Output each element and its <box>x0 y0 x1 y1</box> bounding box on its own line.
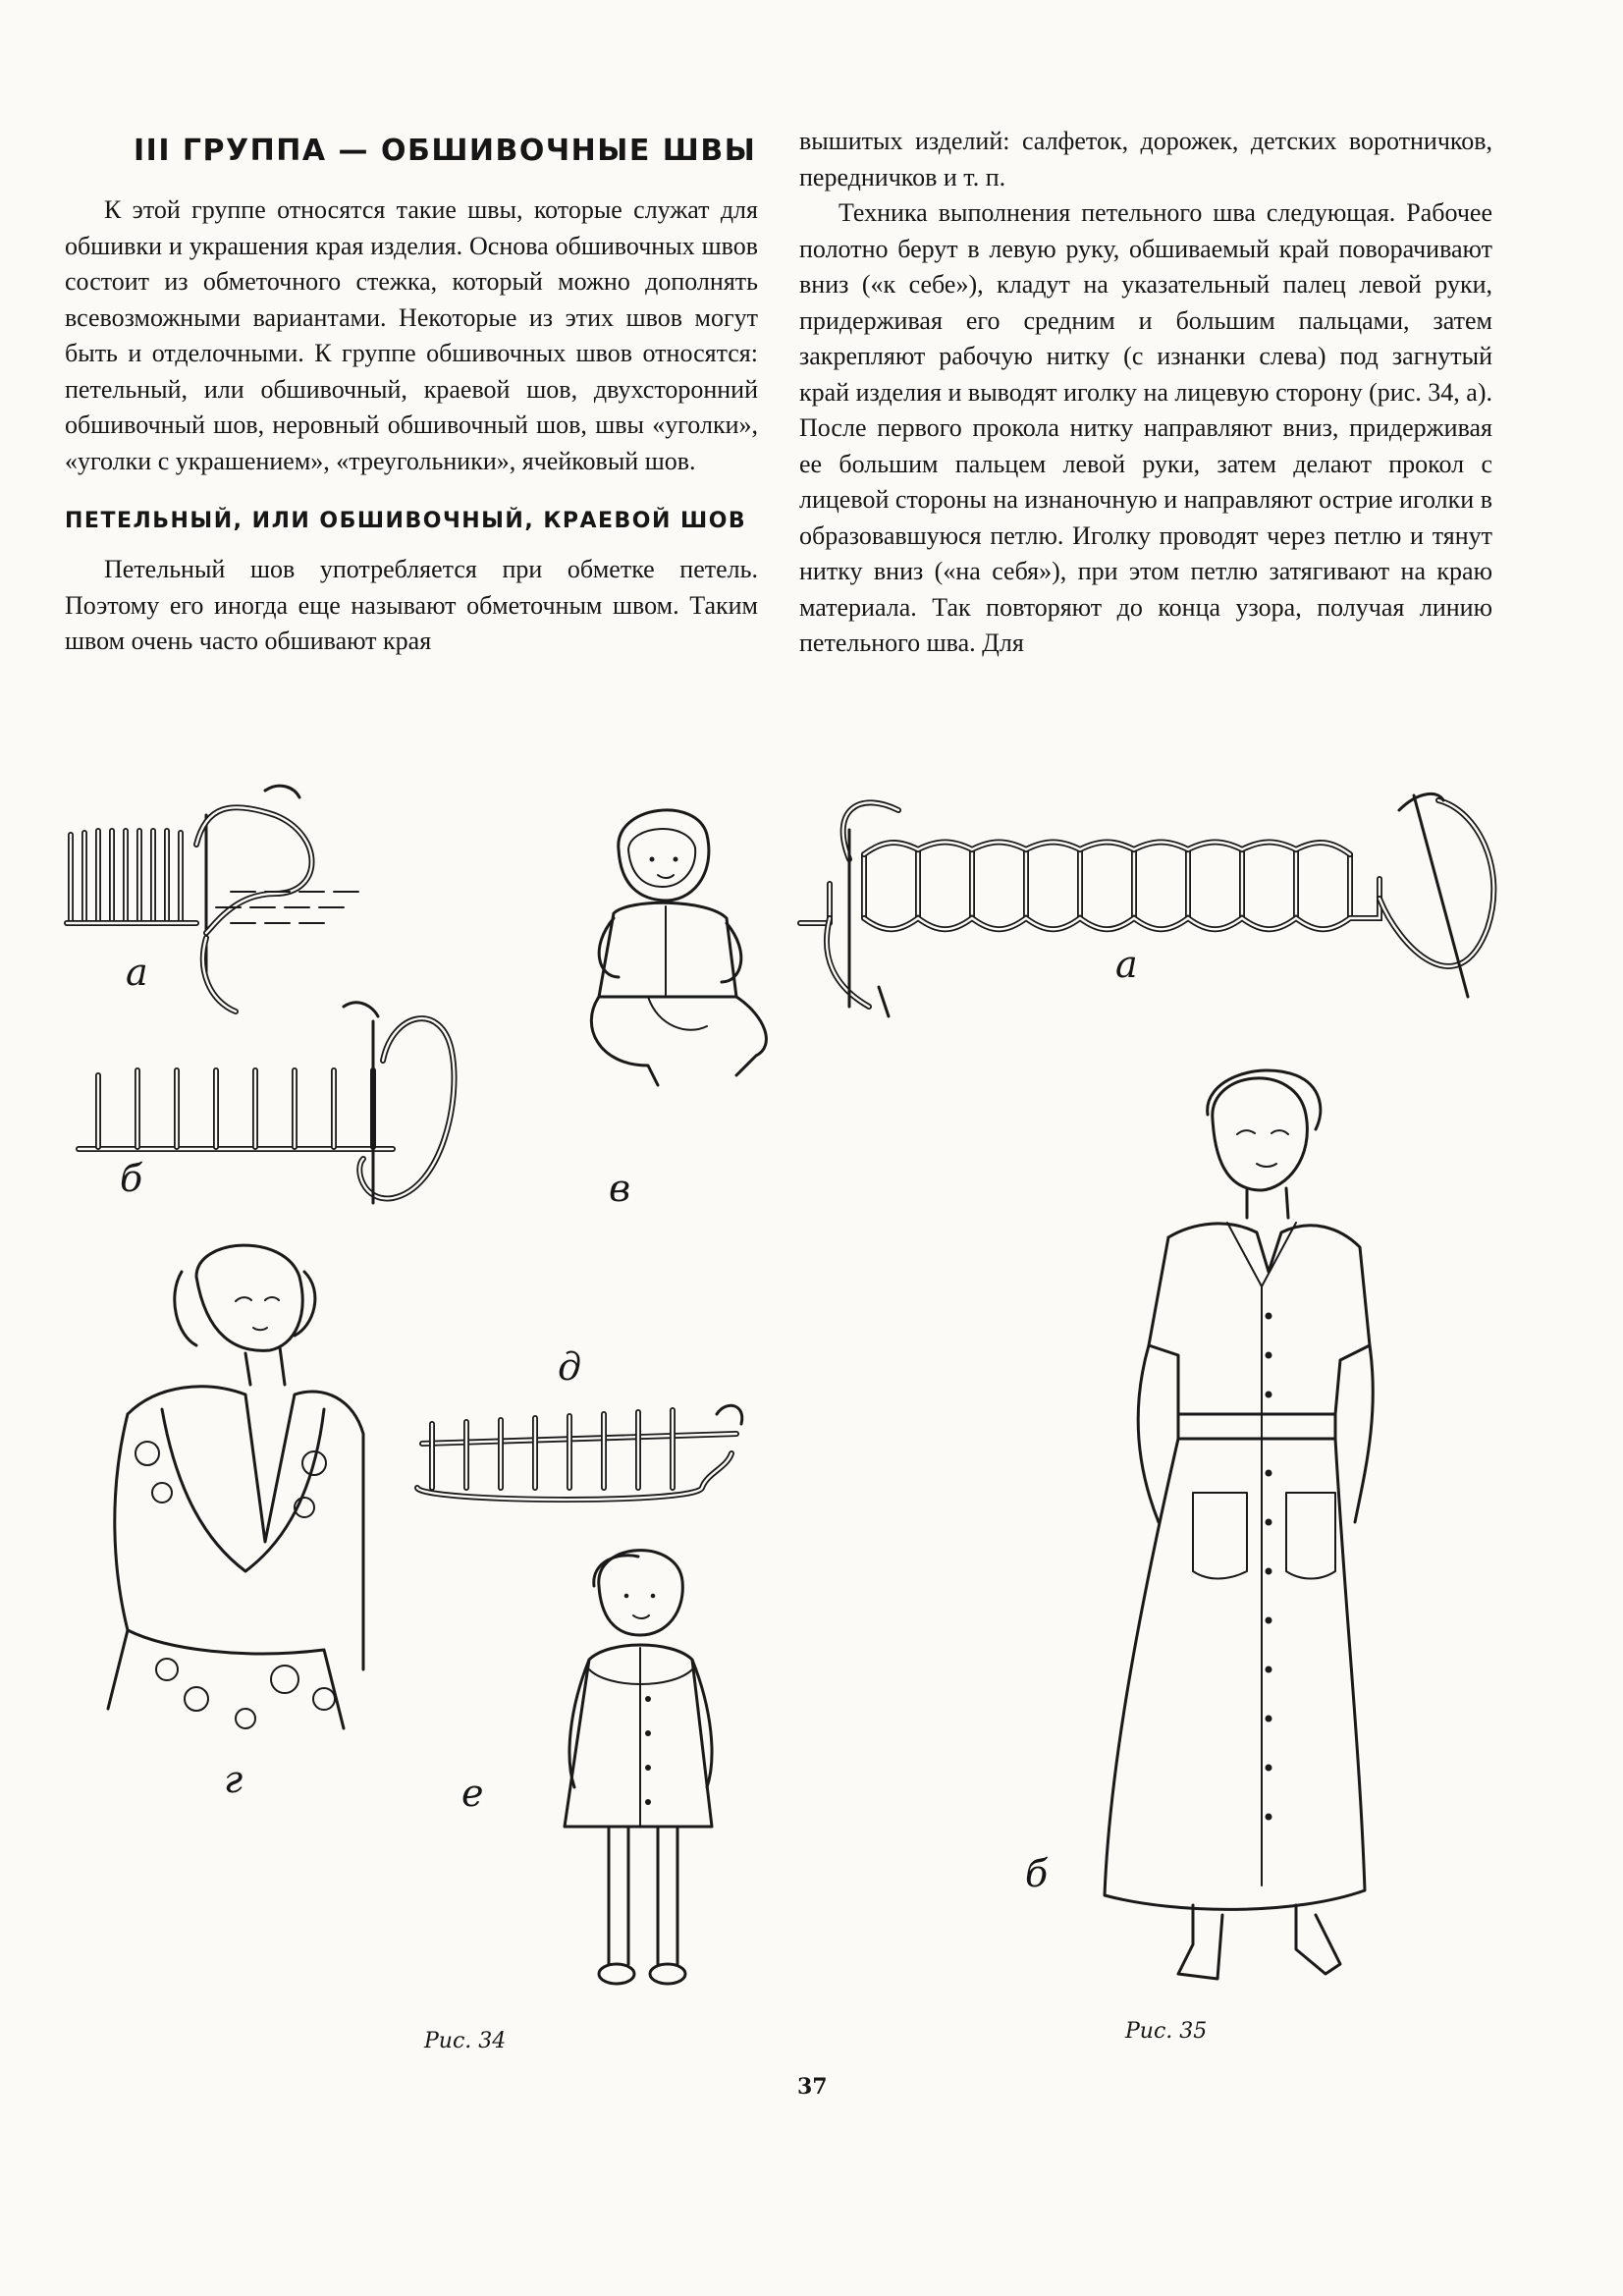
right-paragraph-2: Техника выполнения петельного шва следующая. Рабочее полотно берут в левую руку, обшиваемый край поворачивают вниз («к себе»), кладут на указательный палец левой руки, придерживая его средним и большим пальцами, затем закрепляют рабочую нитку (с изнанки слева) под загнутый край изделия и выводят иголку на лицевую сторону (рис. 34, а). После первого прокола нитку направляют вниз, придерживая ее большим пальцем левой руки, затем делают прокол с лицевой стороны на изнаночную и направляют острие иголки в образовавшуюся петлю. Иголку проводят через петлю и тянут нитку вниз («на себя»), при этом петлю затягивают на краю материала. Так повторяют до конца узора, получая линию петельного шва. Для <box>799 198 1492 657</box>
intro-paragraph: К этой группе относятся такие швы, которые служат для обшивки и украшения края изделия. Основа обшивочных швов состоит из обметочного стежка, который можно дополнять всевозможными вариантами. Некоторые из этих швов могут быть и отделочными. К группе обшивочных швов относятся: петельный, или обшивочный, краевой шов, двухсторонний обшивочный шов, неровный обшивочный шов, швы «уголки», «уголки с украшением», «треугольники», ячейковый шов. <box>65 195 758 475</box>
figure-34g-woman <box>88 1237 383 1748</box>
figure-34d-stitch <box>403 1394 776 1512</box>
figure-34v-baby <box>579 791 776 1095</box>
figure-34e-girl <box>550 1532 727 2013</box>
right-paragraph-1: вышитых изделий: салфеток, дорожек, детских воротничков, передничков и т. п. <box>799 127 1492 191</box>
figure-34e-label: е <box>461 1772 484 1815</box>
figure-35a-label: а <box>1115 943 1138 986</box>
figure-34g-label: г <box>224 1758 243 1801</box>
left-paragraph-2: Петельный шов употребляется при обметке петель. Поэтому его иногда еще называют обметочным швом. Таким швом очень часто обшивают края <box>65 555 758 655</box>
figure-35a-stitch <box>790 771 1507 1066</box>
right-text-column <box>799 124 1492 662</box>
figure-34a-label: а <box>126 951 148 994</box>
figure-34v-label: в <box>609 1167 631 1210</box>
page-number: 37 <box>797 2074 828 2100</box>
left-text-column <box>65 126 758 660</box>
figure-35b-woman <box>1100 1061 1375 1984</box>
figure-34b-label: б <box>120 1157 143 1200</box>
figure-34d-label: д <box>558 1345 582 1389</box>
figure-34-caption: Рис. 34 <box>424 2029 507 2053</box>
figure-35-caption: Рис. 35 <box>1125 2019 1208 2044</box>
subsection-title: ПЕТЕЛЬНЫЙ, ИЛИ ОБШИВОЧНЫЙ, КРАЕВОЙ ШОВ <box>65 509 747 533</box>
figure-35b-label: б <box>1025 1852 1049 1895</box>
section-title: III ГРУППА — ОБШИВОЧНЫЕ ШВЫ <box>134 134 757 168</box>
